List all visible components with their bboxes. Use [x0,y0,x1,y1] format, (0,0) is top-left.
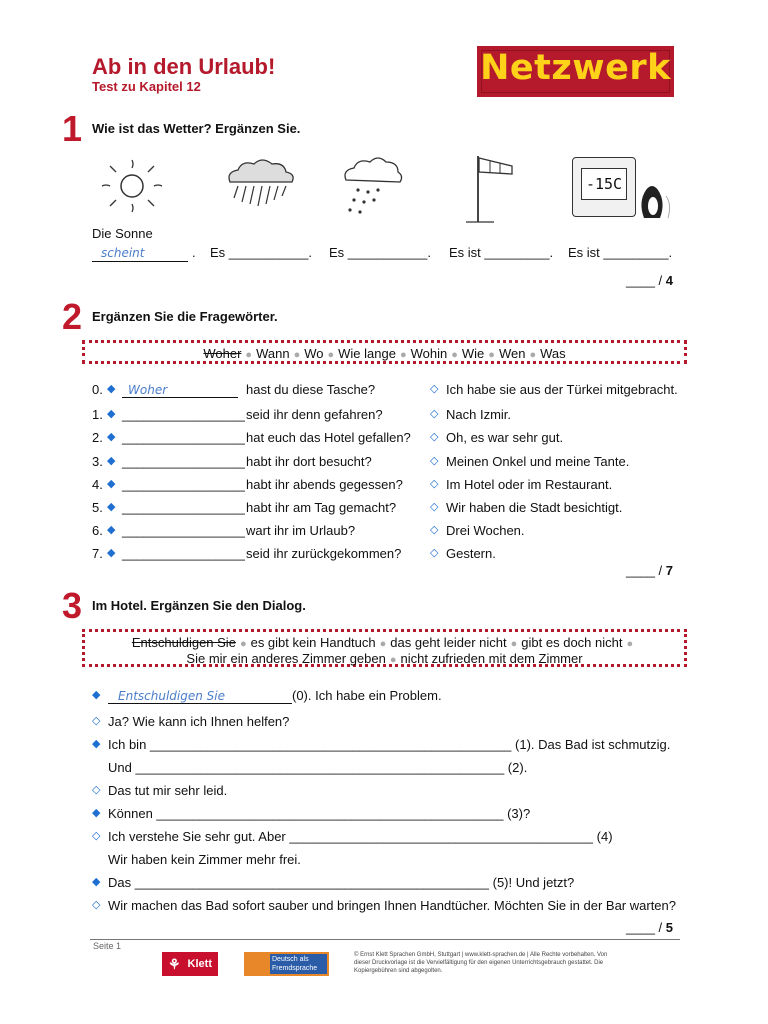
separator-dot-icon: ● [239,638,247,650]
klett-logo [162,952,218,976]
task1-label: Die Sonne [92,226,153,241]
question-text: habt ihr am Tag gemacht? [246,500,397,515]
daf-logo [244,952,329,976]
copyright-text: © Ernst Klett Sprachen GmbH, Stuttgart | www.klett-sprachen.de | Alle Rechte vorbehalten. Von dieser Druckvorlage ist die Vervielfältigung für den eigenen Unterrichtsgebrauch gestattet. Die Kopiergebühren sind abgegolten. [354,952,608,974]
task3-wordbox-line2 [85,651,684,666]
question-text: hat euch das Hotel gefallen? [246,430,411,445]
dialog-host-line[interactable]: Ich verstehe Sie sehr gut. Aber __________________________________________ (4) [108,829,613,844]
wordbox-word: Was [540,346,566,361]
wordbox-word: Entschuldigen Sie [131,635,236,650]
task3-example: Entschuldigen Sie [118,689,225,703]
answer-text: Drei Wochen. [446,523,525,538]
diamond-filled-icon: ◆ [107,408,116,420]
diamond-outline-icon: ◇ [430,547,439,559]
diamond-outline-icon: ◇ [92,784,101,796]
task2-wordbox-words [85,346,684,361]
separator-dot-icon: ● [399,349,407,361]
question-number: 6. [92,523,103,538]
dialog-guest-line[interactable]: Können ________________________________________________ (3)? [108,806,531,821]
thermometer-display: -15C [581,168,627,200]
question-text: habt ihr abends gegessen? [246,477,403,492]
wordbox-word: Wie [461,346,485,361]
logo-text: Netzwerk [480,48,671,88]
dialog-guest-line: (0). Ich habe ein Problem. [292,688,442,703]
answer-text: Wir haben die Stadt besichtigt. [446,500,623,515]
question-text: wart ihr im Urlaub? [246,523,356,538]
diamond-filled-icon: ◆ [107,501,116,513]
task3-score: ____ / 5 [626,920,673,935]
dialog-host-line: Wir machen das Bad sofort sauber und bringen Ihnen Handtücher. Möchten Sie in der Bar warten? [108,898,676,913]
separator-dot-icon: ● [389,654,397,666]
diamond-filled-icon: ◆ [107,547,116,559]
daf-logo-text: Deutsch als Fremdsprache [270,954,327,974]
question-text: habt ihr dort besucht? [246,454,372,469]
question-number: 1. [92,407,103,422]
page-subtitle: Test zu Kapitel 12 [92,79,201,94]
question-number: 7. [92,546,103,561]
answer-text: Meinen Onkel und meine Tante. [446,454,630,469]
separator-dot-icon: ● [451,349,458,361]
diamond-filled-icon: ◆ [107,524,116,536]
answer-text: Nach Izmir. [446,407,512,422]
task1-item[interactable]: Es ___________. [329,245,431,260]
task3-wordbox-line1 [85,635,684,650]
task1-score: ____ / 4 [626,273,673,288]
netzwerk-logo [477,46,674,97]
answer-blank[interactable]: _________________ [122,407,245,422]
diamond-outline-icon: ◇ [430,501,439,513]
klett-logo-mark: ⚘ [168,956,181,972]
klett-logo-text: Klett [187,958,212,970]
wordbox-word: das geht leider nicht [390,635,507,650]
answer-text: Gestern. [446,546,496,561]
sun-icon [96,156,168,216]
answer-blank[interactable]: _________________ [122,500,245,515]
diamond-filled-icon: ◆ [107,455,116,467]
page-title: Ab in den Urlaub! [92,54,276,79]
diamond-filled-icon: ◆ [92,689,101,701]
separator-dot-icon: ● [626,638,634,650]
diamond-filled-icon: ◆ [92,876,101,888]
wordbox-word: Woher [203,346,242,361]
diamond-outline-icon: ◇ [430,431,439,443]
diamond-outline-icon: ◇ [430,455,439,467]
answer-blank[interactable]: _________________ [122,523,245,538]
task1-item[interactable]: Es ist _________. [568,245,673,260]
task2-score: ____ / 7 [626,563,673,578]
separator-dot-icon: ● [488,349,495,361]
diamond-outline-icon: ◇ [92,899,101,911]
question-text: seid ihr denn gefahren? [246,407,383,422]
penguin-icon [636,180,672,220]
diamond-outline-icon: ◇ [92,715,101,727]
snow-cloud-icon [338,154,408,220]
task1-example-blank [92,244,188,262]
wordbox-word: nicht zufrieden mit dem Zimmer [400,651,583,666]
task1-item[interactable]: Es ___________. [210,245,312,260]
dialog-host-line: Das tut mir sehr leid. [108,783,228,798]
task-number-1: 1 [62,108,83,149]
answer-text: Ich habe sie aus der Türkei mitgebracht. [446,382,678,397]
task1-heading: Wie ist das Wetter? Ergänzen Sie. [92,121,301,136]
task3-example-blank [108,688,292,704]
dialog-guest-line: Wir haben kein Zimmer mehr frei. [108,852,301,867]
separator-dot-icon: ● [510,638,518,650]
task1-item[interactable]: Es ist _________. [449,245,554,260]
rain-cloud-icon [220,158,302,214]
wordbox-word: Wann [256,346,290,361]
windsock-icon [460,152,520,224]
diamond-outline-icon: ◇ [430,408,439,420]
task3-wordbox [82,629,687,667]
diamond-outline-icon: ◇ [430,383,439,395]
footer-divider [90,939,680,940]
task2-example: Woher [128,383,168,397]
wordbox-word: Wen [498,346,526,361]
task-number-3: 3 [62,585,83,626]
diamond-filled-icon: ◆ [92,807,101,819]
question-number: 3. [92,454,103,469]
diamond-filled-icon: ◆ [107,431,116,443]
question-number: 4. [92,477,103,492]
task2-wordbox [82,340,687,364]
separator-dot-icon: ● [245,349,253,361]
wordbox-word: Wo [304,346,324,361]
dialog-guest-line[interactable]: Ich bin __________________________________________________ (1). Das Bad ist schmutzig. [108,737,671,752]
task1-example-suffix: . [192,245,196,260]
diamond-filled-icon: ◆ [107,383,116,395]
diamond-outline-icon: ◇ [92,830,101,842]
task-number-2: 2 [62,296,83,337]
page-number: Seite 1 [93,941,122,951]
separator-dot-icon: ● [529,349,537,361]
wordbox-word: Wohin [410,346,448,361]
question-number: 5. [92,500,103,515]
answer-blank[interactable]: _________________ [122,477,245,492]
question-number: 0. [92,382,103,397]
task2-heading: Ergänzen Sie die Fragewörter. [92,309,278,324]
answer-blank[interactable]: _________________ [122,454,245,469]
dialog-guest-line[interactable]: Das _________________________________________________ (5)! Und jetzt? [108,875,575,890]
diamond-outline-icon: ◇ [430,478,439,490]
answer-text: Im Hotel oder im Restaurant. [446,477,613,492]
question-text: seid ihr zurückgekommen? [246,546,402,561]
separator-dot-icon: ● [327,349,335,361]
wordbox-word: gibt es doch nicht [521,635,623,650]
dialog-host-line: Ja? Wie kann ich Ihnen helfen? [108,714,290,729]
diamond-outline-icon: ◇ [430,524,439,536]
question-text: hast du diese Tasche? [246,382,376,397]
answer-blank[interactable]: _________________ [122,430,245,445]
diamond-filled-icon: ◆ [92,738,101,750]
wordbox-word: Sie mir ein anderes Zimmer geben [186,651,386,666]
answer-text: Oh, es war sehr gut. [446,430,564,445]
wordbox-word: Wie lange [338,346,396,361]
task1-example: scheint [101,246,145,260]
separator-dot-icon: ● [379,638,387,650]
diamond-filled-icon: ◆ [107,478,116,490]
separator-dot-icon: ● [293,349,301,361]
question-number: 2. [92,430,103,445]
task3-heading: Im Hotel. Ergänzen Sie den Dialog. [92,598,306,613]
answer-blank[interactable]: _________________ [122,546,245,561]
wordbox-word: es gibt kein Handtuch [250,635,376,650]
dialog-guest-line[interactable]: Und ___________________________________________________ (2). [108,760,528,775]
task2-example-blank [122,382,238,398]
thermometer-icon [572,157,636,217]
